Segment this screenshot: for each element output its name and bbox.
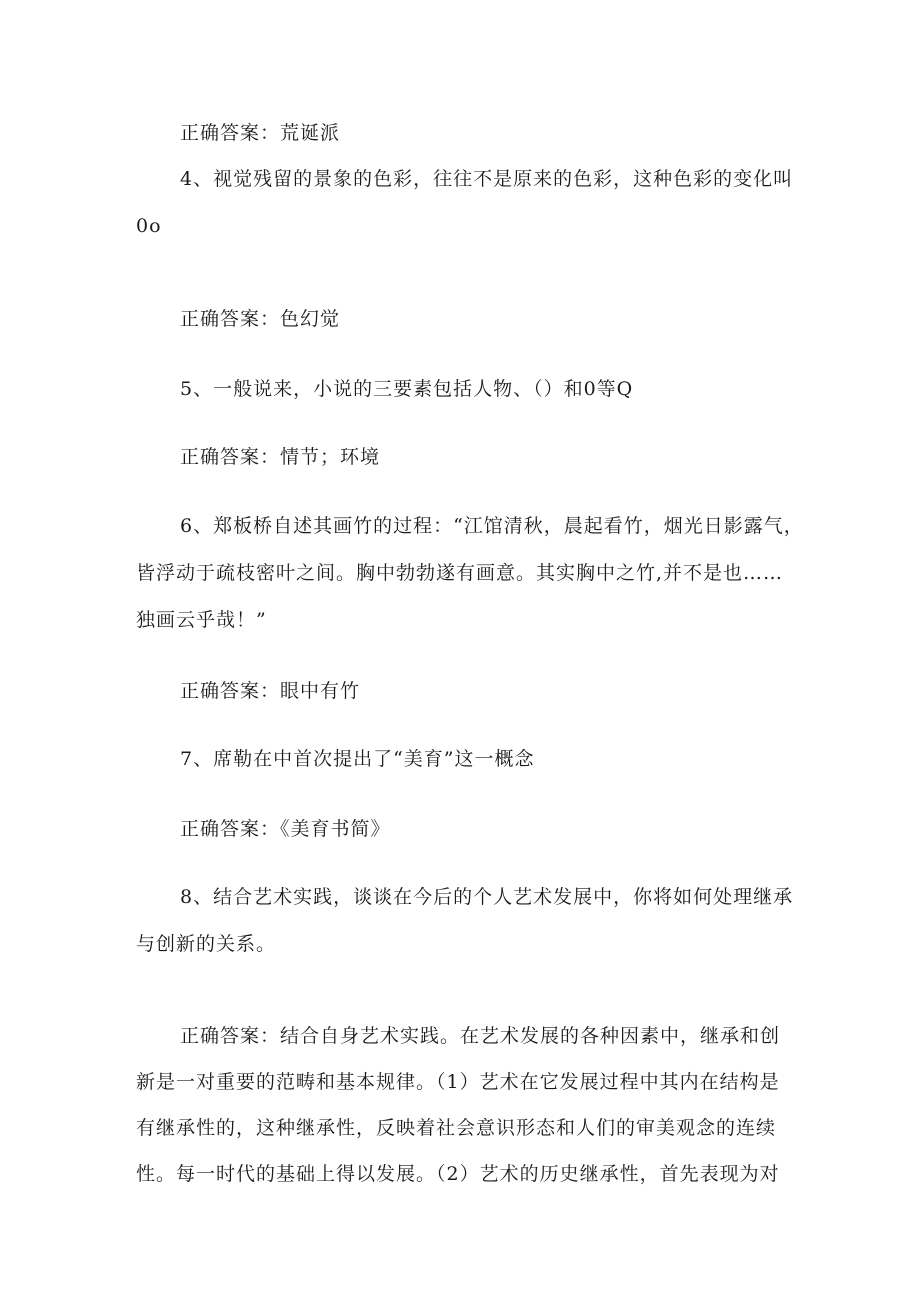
question-8-line-1: 8、结合艺术实践，谈谈在今后的个人艺术发展中，你将如何处理继承 (180, 886, 794, 908)
answer-8-line-2: 新是一对重要的范畴和基本规律。（1）艺术在它发展过程中其内在结构是 (136, 1071, 780, 1093)
answer-label: 正确答案： (180, 680, 281, 702)
answer-label: 正确答案： (180, 122, 281, 144)
answer-8-line-4: 性。每一时代的基础上得以发展。（2）艺术的历史继承性，首先表现为对 (136, 1163, 780, 1185)
question-6-line-3: 独画云乎哉！” (136, 609, 267, 631)
question-6-line-1: 6、郑板桥自述其画竹的过程：“江馆清秋，晨起看竹，烟光日影露气， (180, 515, 804, 537)
question-4-line-1: 4、视觉残留的景象的色彩，往往不是原来的色彩，这种色彩的变化叫 (180, 168, 794, 190)
question-6-line-2: 皆浮动于疏枝密叶之间。胸中勃勃遂有画意。其实胸中之竹,并不是也…… (136, 562, 784, 584)
answer-text: 眼中有竹 (280, 680, 361, 702)
answer-label: 正确答案： (180, 308, 281, 330)
question-5-line-1: 5、一般说来，小说的三要素包括人物、（）和0等Q (180, 378, 634, 400)
answer-line (180, 306, 340, 332)
question-4-line-2: 0o (136, 215, 162, 237)
answer-line (180, 120, 340, 146)
answer-text: 荒诞派 (280, 122, 341, 144)
answer-line (180, 816, 391, 842)
answer-text: 情节；环境 (280, 446, 381, 468)
answer-line (180, 444, 380, 470)
answer-label: 正确答案： (180, 818, 281, 840)
answer-8-line-3: 有继承性的，这种继承性，反映着社会意识形态和人们的审美观念的连续 (136, 1117, 777, 1139)
question-8-line-2: 与创新的关系。 (136, 933, 277, 955)
answer-text: 《美育书简》 (280, 818, 391, 840)
answer-8-line-1: 正确答案：结合自身艺术实践。在艺术发展的各种因素中，继承和创 (180, 1025, 781, 1047)
question-7-line-1: 7、席勒在中首次提出了“美育”这一概念 (180, 748, 535, 770)
answer-label: 正确答案： (180, 446, 281, 468)
answer-text: 色幻觉 (280, 308, 341, 330)
answer-line (180, 678, 360, 704)
